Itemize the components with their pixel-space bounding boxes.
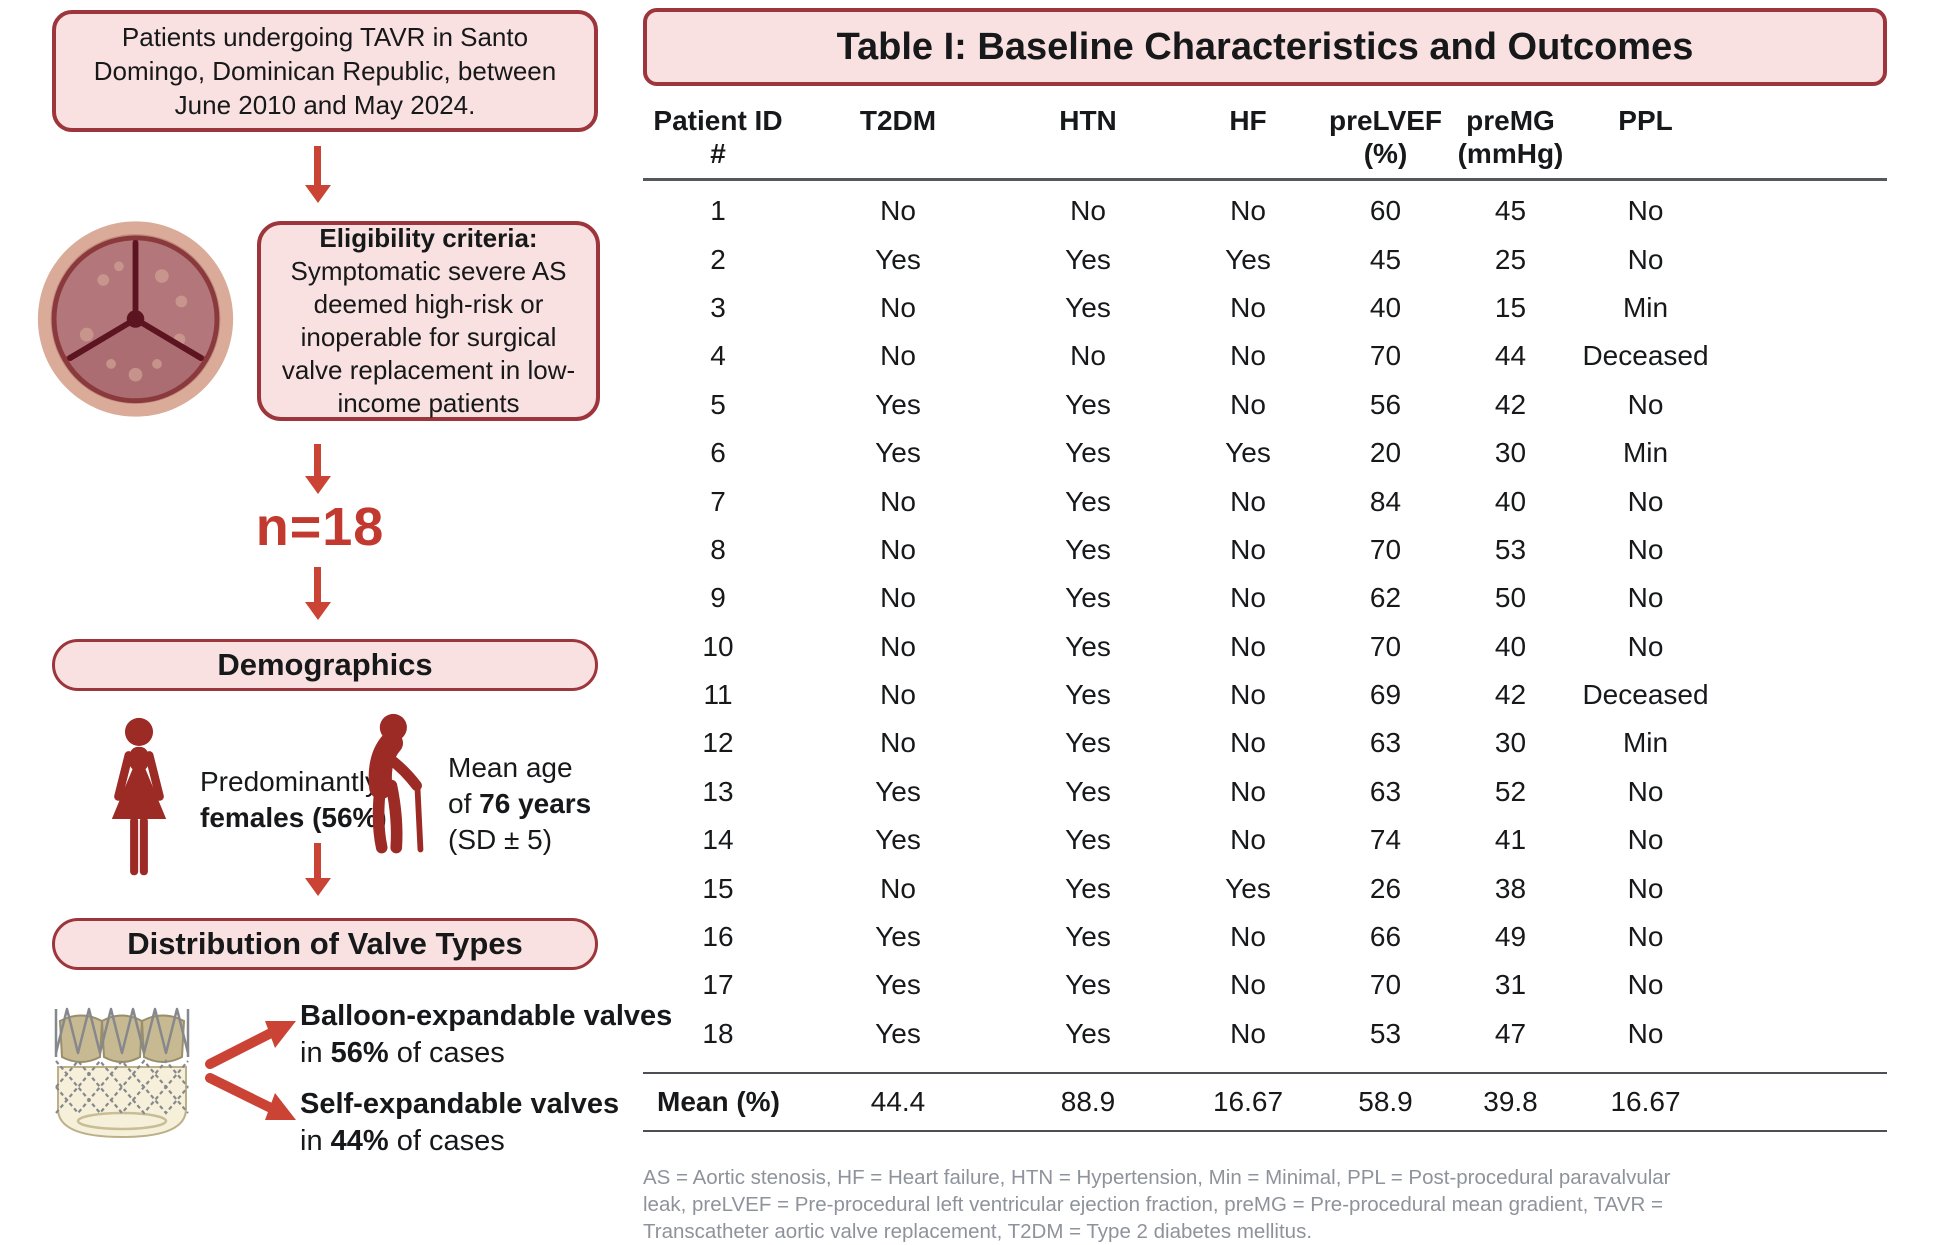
table-cell: 42 bbox=[1494, 679, 1527, 711]
age-caption-line3: (SD ± 5) bbox=[448, 824, 553, 855]
table-cell: 30 bbox=[1494, 437, 1527, 469]
table-cell: Yes bbox=[1065, 824, 1111, 856]
table-cell: 13 bbox=[702, 775, 734, 807]
table-cell: Yes bbox=[875, 775, 921, 807]
valve-types-title: Distribution of Valve Types bbox=[127, 926, 523, 961]
table-cell: Yes bbox=[1065, 630, 1111, 662]
table-cell: No bbox=[1627, 243, 1664, 275]
baseline-table bbox=[643, 104, 1887, 1245]
arrow-down-icon bbox=[314, 146, 321, 186]
table-cell: No bbox=[880, 727, 916, 759]
table-cell: No bbox=[1230, 921, 1266, 953]
table-row bbox=[643, 1010, 1887, 1058]
table-cell: 15 bbox=[702, 872, 734, 904]
table-cell: 56 bbox=[1369, 388, 1402, 420]
table-cell: No bbox=[1230, 679, 1266, 711]
table-cell: No bbox=[1627, 1017, 1664, 1049]
table-cell: Yes bbox=[1065, 1017, 1111, 1049]
table-cell: 26 bbox=[1369, 872, 1402, 904]
table-cell: Yes bbox=[1065, 533, 1111, 565]
table-cell: No bbox=[1627, 485, 1664, 517]
table-cell: 44 bbox=[1494, 340, 1527, 372]
table-cell: Yes bbox=[875, 824, 921, 856]
table-cell: No bbox=[1230, 340, 1266, 372]
table-cell: 70 bbox=[1369, 969, 1402, 1001]
balloon-valve-share: in 56% of cases bbox=[300, 1037, 505, 1069]
table-row bbox=[643, 381, 1887, 429]
table-mean-row bbox=[643, 1074, 1887, 1132]
table-cell: Yes bbox=[1065, 921, 1111, 953]
table-cell: 45 bbox=[1494, 195, 1527, 227]
table-cell: No bbox=[1230, 291, 1266, 323]
table-cell: No bbox=[1627, 921, 1664, 953]
mean-row-value: 44.4 bbox=[870, 1086, 926, 1118]
table-cell: 60 bbox=[1369, 195, 1402, 227]
table-cell: No bbox=[880, 582, 916, 614]
arrow-down-icon bbox=[314, 843, 321, 879]
table-cell: 11 bbox=[703, 679, 733, 711]
table-row bbox=[643, 284, 1887, 332]
table-header-row bbox=[643, 104, 1887, 181]
table-footnote: AS = Aortic stenosis, HF = Heart failure, HTN = Hypertension, Min = Minimal, PPL = Post-procedural paravalvular leak, preLVEF = Pre-procedural left ventricular ejection fraction, preMG = Pre-procedural mean gradient, TAVR = Transcatheter aortic valve replacement, T2DM = Type 2 diabetes mellitus. bbox=[643, 1166, 1671, 1244]
table-cell: Yes bbox=[1065, 291, 1111, 323]
table-cell: 12 bbox=[702, 727, 734, 759]
table-cell: 70 bbox=[1369, 340, 1402, 372]
table-cell: 7 bbox=[710, 485, 726, 517]
table-cell: 4 bbox=[710, 340, 726, 372]
table-cell: 14 bbox=[702, 824, 734, 856]
table-cell: 16 bbox=[702, 921, 734, 953]
table-cell: Yes bbox=[875, 388, 921, 420]
balloon-valve-caption bbox=[300, 998, 672, 1072]
table-row bbox=[643, 768, 1887, 816]
table-cell: Yes bbox=[1065, 243, 1111, 275]
table-row bbox=[643, 671, 1887, 719]
population-text: Patients undergoing TAVR in Santo Domingo, Dominican Republic, between June 2010 and May 2024. bbox=[93, 22, 557, 120]
table-cell: Yes bbox=[1065, 485, 1111, 517]
table-cell: No bbox=[1070, 195, 1106, 227]
table-cell: No bbox=[1070, 340, 1106, 372]
age-caption bbox=[448, 750, 591, 858]
table-cell: No bbox=[1230, 582, 1266, 614]
table-cell: Yes bbox=[1065, 969, 1111, 1001]
table-cell: 70 bbox=[1369, 533, 1402, 565]
demographics-banner bbox=[52, 639, 598, 691]
table-cell: Min bbox=[1622, 291, 1669, 323]
table-cell: 40 bbox=[1494, 485, 1527, 517]
population-box bbox=[52, 10, 598, 132]
table-body bbox=[643, 181, 1887, 1074]
age-caption-line1: Mean age bbox=[448, 752, 573, 783]
table-cell: Yes bbox=[875, 243, 921, 275]
arrow-right-up-icon bbox=[205, 1012, 300, 1072]
mean-row-value: 39.8 bbox=[1483, 1086, 1538, 1118]
table-cell: No bbox=[880, 195, 916, 227]
table-cell: 62 bbox=[1369, 582, 1402, 614]
mean-row-value: 58.9 bbox=[1358, 1086, 1413, 1118]
balloon-valve-title: Balloon-expandable valves bbox=[300, 1000, 673, 1032]
column-header: Patient ID # bbox=[653, 105, 783, 169]
table-cell: 8 bbox=[710, 533, 726, 565]
table-row bbox=[643, 623, 1887, 671]
mean-row-value: 16.67 bbox=[1610, 1086, 1681, 1118]
column-header: HF bbox=[1229, 105, 1267, 136]
table-cell: No bbox=[880, 630, 916, 662]
table-cell: 42 bbox=[1494, 388, 1527, 420]
table-cell: 17 bbox=[702, 969, 734, 1001]
aortic-valve-illustration bbox=[33, 213, 238, 426]
table-cell: No bbox=[880, 485, 916, 517]
table-cell: Yes bbox=[875, 969, 921, 1001]
table-cell: 38 bbox=[1494, 872, 1527, 904]
table-cell: Deceased bbox=[1582, 679, 1709, 711]
column-header: T2DM bbox=[859, 105, 937, 136]
table-cell: Yes bbox=[1065, 437, 1111, 469]
table-cell: 1 bbox=[710, 195, 726, 227]
table-cell: 74 bbox=[1369, 824, 1402, 856]
sample-size-label: n=18 bbox=[255, 497, 385, 557]
table-cell: 52 bbox=[1494, 775, 1527, 807]
table-cell: No bbox=[1627, 195, 1664, 227]
table-cell: 10 bbox=[702, 630, 734, 662]
table-cell: 3 bbox=[710, 291, 726, 323]
table-cell: 53 bbox=[1494, 533, 1527, 565]
table-cell: 40 bbox=[1494, 630, 1527, 662]
table-cell: No bbox=[1230, 824, 1266, 856]
table-cell: No bbox=[1230, 727, 1266, 759]
table-cell: Yes bbox=[1065, 679, 1111, 711]
table-cell: 5 bbox=[710, 388, 726, 420]
table-cell: 70 bbox=[1369, 630, 1402, 662]
table-cell: No bbox=[1627, 582, 1664, 614]
table-cell: 63 bbox=[1369, 775, 1402, 807]
table-cell: Yes bbox=[1065, 582, 1111, 614]
arrow-down-icon bbox=[314, 567, 321, 603]
table-cell: No bbox=[1627, 969, 1664, 1001]
table-cell: 15 bbox=[1494, 291, 1527, 323]
table-cell: 49 bbox=[1494, 921, 1527, 953]
table-row bbox=[643, 429, 1887, 477]
table-cell: Min bbox=[1622, 727, 1669, 759]
table-row bbox=[643, 332, 1887, 380]
table-row bbox=[643, 574, 1887, 622]
table-cell: 20 bbox=[1369, 437, 1402, 469]
table-cell: 40 bbox=[1369, 291, 1402, 323]
table-cell: No bbox=[880, 340, 916, 372]
self-valve-title: Self-expandable valves bbox=[300, 1088, 620, 1120]
table-cell: 25 bbox=[1494, 243, 1527, 275]
table-row bbox=[643, 526, 1887, 574]
table-cell: Yes bbox=[875, 437, 921, 469]
table-row bbox=[643, 864, 1887, 912]
table-row bbox=[643, 719, 1887, 767]
table-cell: No bbox=[1230, 630, 1266, 662]
mean-row-label: Mean (%) bbox=[657, 1086, 780, 1118]
eligibility-title: Eligibility criteria: bbox=[319, 223, 538, 253]
table-cell: Yes bbox=[1065, 775, 1111, 807]
mean-row-value: 88.9 bbox=[1060, 1086, 1116, 1118]
table-cell: No bbox=[880, 291, 916, 323]
table-cell: Yes bbox=[1225, 437, 1271, 469]
table-row bbox=[643, 235, 1887, 283]
table-cell: 63 bbox=[1369, 727, 1402, 759]
table-row bbox=[643, 477, 1887, 525]
table-cell: 6 bbox=[710, 437, 726, 469]
table-cell: No bbox=[880, 679, 916, 711]
table-cell: No bbox=[1230, 1017, 1266, 1049]
female-caption-line1: Predominantly bbox=[200, 766, 379, 797]
table-cell: 31 bbox=[1494, 969, 1527, 1001]
table-cell: 50 bbox=[1494, 582, 1527, 614]
table-cell: Min bbox=[1622, 437, 1669, 469]
table-cell: 53 bbox=[1369, 1017, 1402, 1049]
table-cell: No bbox=[880, 533, 916, 565]
table-cell: Deceased bbox=[1582, 340, 1709, 372]
column-header: PPL bbox=[1618, 105, 1673, 136]
table-cell: 2 bbox=[710, 243, 726, 275]
eligibility-box bbox=[257, 221, 600, 421]
table-cell: No bbox=[1627, 824, 1664, 856]
table-cell: No bbox=[1627, 872, 1664, 904]
table-cell: Yes bbox=[1065, 872, 1111, 904]
column-header: preMG (mmHg) bbox=[1457, 105, 1564, 169]
table-cell: No bbox=[1230, 969, 1266, 1001]
tavr-valve-illustration bbox=[42, 995, 202, 1145]
table-cell: No bbox=[1230, 533, 1266, 565]
table-cell: 47 bbox=[1494, 1017, 1527, 1049]
table-cell: 41 bbox=[1494, 824, 1527, 856]
table-cell: 9 bbox=[710, 582, 726, 614]
table-cell: 18 bbox=[702, 1017, 734, 1049]
column-header: HTN bbox=[1059, 105, 1117, 136]
self-valve-caption bbox=[300, 1086, 619, 1160]
table-row bbox=[643, 913, 1887, 961]
table-cell: Yes bbox=[875, 921, 921, 953]
demographics-title: Demographics bbox=[217, 647, 433, 682]
arrow-right-down-icon bbox=[205, 1068, 300, 1128]
eligibility-body: Symptomatic severe AS deemed high-risk or inoperable for surgical valve replacement in low-income patients bbox=[281, 256, 576, 418]
table-cell: Yes bbox=[1225, 243, 1271, 275]
table-cell: Yes bbox=[1065, 388, 1111, 420]
elderly-man-icon bbox=[350, 712, 458, 896]
arrow-down-icon bbox=[314, 444, 321, 477]
table-cell: No bbox=[1230, 485, 1266, 517]
table-cell: No bbox=[1627, 630, 1664, 662]
table-cell: 45 bbox=[1369, 243, 1402, 275]
table-cell: 69 bbox=[1369, 679, 1402, 711]
table-row bbox=[643, 187, 1887, 235]
age-caption-line2: of 76 years bbox=[448, 788, 592, 819]
table-cell: No bbox=[1627, 388, 1664, 420]
table-cell: No bbox=[1230, 195, 1266, 227]
table-row bbox=[643, 816, 1887, 864]
table-cell: No bbox=[1230, 775, 1266, 807]
table-cell: 84 bbox=[1369, 485, 1402, 517]
table-cell: No bbox=[1627, 533, 1664, 565]
valve-types-banner bbox=[52, 918, 598, 970]
mean-row-value: 16.67 bbox=[1212, 1086, 1284, 1118]
female-caption-line2: females (56%) bbox=[200, 802, 387, 833]
table-cell: 30 bbox=[1494, 727, 1527, 759]
table-cell: No bbox=[1230, 388, 1266, 420]
table-cell: Yes bbox=[875, 1017, 921, 1049]
table-cell: No bbox=[880, 872, 916, 904]
table-cell: Yes bbox=[1225, 872, 1271, 904]
table-row bbox=[643, 961, 1887, 1009]
table-title: Table I: Baseline Characteristics and Outcomes bbox=[836, 25, 1694, 68]
table-title-box bbox=[643, 8, 1887, 86]
table-cell: Yes bbox=[1065, 727, 1111, 759]
self-valve-share: in 44% of cases bbox=[300, 1125, 505, 1157]
column-header: preLVEF (%) bbox=[1328, 105, 1443, 169]
table-cell: No bbox=[1627, 775, 1664, 807]
table-cell: 66 bbox=[1369, 921, 1402, 953]
female-icon bbox=[92, 716, 186, 894]
